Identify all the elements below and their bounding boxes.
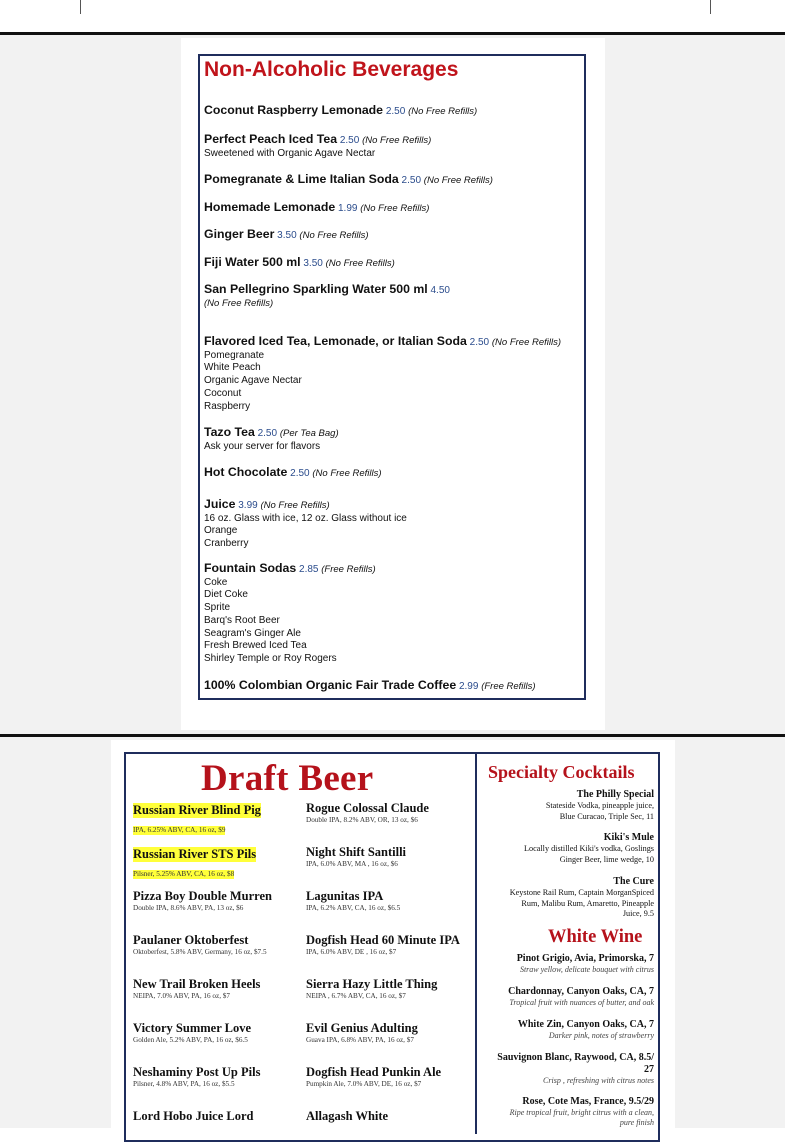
- cocktail-ingredients: Blue Curacao, Triple Sec, 11: [559, 811, 654, 821]
- beer-item: [306, 889, 400, 913]
- beer-item: [133, 977, 260, 1001]
- previous-page-bottom: [0, 0, 785, 33]
- beverage-item: [204, 498, 407, 551]
- cocktail-ingredients: Stateside Vodka, pineapple juice,: [545, 801, 654, 810]
- beer-item: [306, 933, 460, 957]
- wine-item: [518, 1019, 654, 1041]
- wine-price-continued: 27: [644, 1064, 654, 1075]
- beverage-price: 2.50: [385, 106, 406, 117]
- beer-details: Guava IPA, 6.8% ABV, PA, 16 oz, $7: [306, 1036, 414, 1044]
- beverage-refill-note: (No Free Refills): [312, 468, 382, 479]
- wine-item: [517, 953, 654, 975]
- beer-item: [133, 1109, 254, 1124]
- beverage-name: Pomegranate & Lime Italian Soda: [204, 172, 399, 186]
- beer-details: Oktoberfest, 5.8% ABV, Germany, 16 oz, $7.5: [133, 948, 267, 956]
- beer-item: [306, 845, 406, 869]
- beverage-price: 2.99: [458, 681, 479, 692]
- beer-name: Dogfish Head Punkin Ale: [306, 1065, 442, 1079]
- beverage-price: 3.50: [303, 258, 323, 269]
- beverage-refill-note: (No Free Refills): [362, 135, 432, 146]
- beer-name: New Trail Broken Heels: [133, 977, 261, 991]
- cocktail-item: [546, 789, 654, 822]
- beer-name: Pizza Boy Double Murren: [133, 889, 272, 903]
- beer-name: Dogfish Head 60 Minute IPA: [306, 933, 460, 947]
- beer-item: [133, 1021, 251, 1045]
- beer-details: NEIPA , 6.7% ABV, CA, 16 oz, $7: [306, 992, 406, 1000]
- beverage-refill-note: (Free Refills): [321, 564, 376, 575]
- wine-name: Rose, Cote Mas, France, 9.5/29: [522, 1096, 654, 1107]
- beer-details: Double IPA, 8.6% ABV, PA, 13 oz, $6: [133, 904, 244, 912]
- beverage-price: 2.50: [339, 135, 360, 146]
- beverage-refill-note: (No Free Refills): [360, 203, 430, 214]
- beverage-refill-note: (No Free Refills): [325, 258, 395, 269]
- beverage-option: Organic Agave Nectar: [204, 375, 302, 387]
- cocktail-ingredients: Rum, Malibu Rum, Amaretto, Pineapple: [521, 898, 654, 908]
- cocktail-ingredients: Ginger Beer, lime wedge, 10: [559, 854, 654, 864]
- beverage-item: [204, 256, 395, 271]
- beverage-option: Pomegranate: [204, 349, 265, 361]
- beer-name: Rogue Colossal Claude: [306, 801, 429, 815]
- wine-name: Chardonnay, Canyon Oaks, CA, 7: [508, 986, 654, 997]
- beverage-option: Ask your server for flavors: [204, 440, 321, 452]
- page-edge-tick-right: [710, 0, 711, 14]
- beverage-option: 16 oz. Glass with ice, 12 oz. Glass without ice: [204, 512, 407, 524]
- beer-details: Pumpkin Ale, 7.0% ABV, DE, 16 oz, $7: [306, 1080, 422, 1088]
- wine-name: Sauvignon Blanc, Raywood, CA, 8.5/: [497, 1052, 654, 1063]
- beer-item: [306, 1021, 418, 1045]
- beverage-option: Fresh Brewed Iced Tea: [204, 640, 307, 652]
- cocktail-ingredients: Locally distilled Kiki's vodka, Goslings: [524, 844, 654, 853]
- page-edge-tick-left: [80, 0, 81, 14]
- beverage-option: Sprite: [204, 602, 231, 614]
- beverage-option: White Peach: [204, 362, 261, 374]
- beverage-name: Perfect Peach Iced Tea: [204, 132, 338, 146]
- beer-details: IPA, 6.0% ABV, MA , 16 oz, $6: [306, 860, 398, 868]
- beverage-name: Juice: [204, 497, 236, 511]
- cocktail-item: [524, 832, 654, 865]
- beverage-option: Shirley Temple or Roy Rogers: [204, 652, 337, 664]
- beverage-name: Hot Chocolate: [204, 465, 288, 479]
- beverage-refill-note: (Free Refills): [481, 681, 536, 692]
- beverage-price: 2.50: [290, 468, 310, 479]
- beer-details: IPA, 6.25% ABV, CA, 16 oz, $9: [133, 826, 226, 834]
- beer-item: [133, 1065, 260, 1089]
- beverage-item: [204, 335, 561, 413]
- beverage-name: Tazo Tea: [204, 425, 255, 439]
- beverage-refill-note: (No Free Refills): [260, 500, 330, 511]
- beverage-refill-note: (No Free Refills): [423, 175, 493, 186]
- beer-name: Russian River Blind Pig: [133, 803, 261, 817]
- beverage-option: Diet Coke: [204, 589, 248, 601]
- beer-name: Evil Genius Adulting: [306, 1021, 418, 1035]
- beer-name: Night Shift Santilli: [306, 845, 407, 859]
- wine-tasting-note: Tropical fruit with nuances of butter, and oak: [509, 998, 654, 1007]
- beverage-refill-note: (No Free Refills): [204, 297, 274, 309]
- beer-item: [306, 1065, 441, 1089]
- beer-name: Paulaner Oktoberfest: [133, 933, 249, 947]
- wine-tasting-note: pure finish: [619, 1118, 654, 1127]
- wine-name: White Zin, Canyon Oaks, CA, 7: [517, 1019, 654, 1030]
- beverage-name: Ginger Beer: [204, 227, 275, 241]
- beer-item: [133, 801, 261, 837]
- beverage-price: 2.85: [299, 564, 319, 575]
- beverage-option: Raspberry: [204, 400, 251, 412]
- beer-name: Lord Hobo Juice Lord: [133, 1109, 254, 1123]
- beverage-refill-note: (No Free Refills): [299, 230, 369, 241]
- wine-tasting-note: Ripe tropical fruit, bright citrus with a clean,: [509, 1108, 654, 1117]
- beverage-refill-note: (No Free Refills): [491, 337, 562, 348]
- cocktail-ingredients: Keystone Rail Rum, Captain MorganSpiced: [509, 888, 654, 897]
- beer-details: Golden Ale, 5.2% ABV, PA, 16 oz, $6.5: [133, 1036, 248, 1044]
- beer-details: NEIPA, 7.0% ABV, PA, 16 oz, $7: [133, 992, 230, 1000]
- beverage-refill-note: (No Free Refills): [408, 106, 478, 117]
- beer-name: Victory Summer Love: [133, 1021, 252, 1035]
- beverage-price: 3.99: [238, 500, 258, 511]
- beer-item: [306, 977, 437, 1001]
- beverage-item: [204, 679, 536, 694]
- beer-column-divider: [475, 754, 477, 1134]
- beer-name: Russian River STS Pils: [133, 847, 257, 861]
- beer-name: Allagash White: [306, 1109, 389, 1123]
- beverage-price: 4.50: [430, 285, 450, 296]
- beverage-price: 3.50: [277, 230, 297, 241]
- cocktail-name: The Cure: [613, 876, 654, 887]
- wine-item: [497, 1052, 654, 1086]
- beer-name: Lagunitas IPA: [306, 889, 384, 903]
- beverage-option: Cranberry: [204, 538, 249, 550]
- beverage-price: 2.50: [257, 428, 278, 439]
- beer-details: Pilsner, 5.25% ABV, CA, 16 oz, $8: [133, 870, 235, 878]
- wine-tasting-note: Crisp , refreshing with citrus notes: [543, 1076, 654, 1085]
- cocktail-name: Kiki's Mule: [603, 832, 654, 843]
- beer-item: [133, 845, 256, 881]
- beer-item: [306, 801, 429, 825]
- beer-details: Double IPA, 8.2% ABV, OR, 13 oz, $6: [306, 816, 418, 824]
- beverage-name: Fiji Water 500 ml: [204, 255, 301, 269]
- wine-item: [510, 1096, 654, 1128]
- non-alcoholic-title: Non-Alcoholic Beverages: [204, 58, 459, 81]
- beverage-option: Coke: [204, 576, 228, 588]
- beer-item: [306, 1109, 388, 1124]
- wine-item: [508, 986, 654, 1008]
- beverage-option: Sweetened with Organic Agave Nectar: [204, 147, 376, 159]
- beverage-name: Flavored Iced Tea, Lemonade, or Italian Soda: [204, 334, 467, 348]
- specialty-cocktails-title: Specialty Cocktails: [488, 762, 635, 782]
- beverage-name: San Pellegrino Sparkling Water 500 ml: [204, 282, 428, 296]
- beer-details: IPA, 6.2% ABV, CA, 16 oz, $6.5: [306, 904, 401, 912]
- beverage-item: [204, 104, 477, 119]
- beverage-option: Seagram's Ginger Ale: [204, 627, 301, 639]
- wine-name: Pinot Grigio, Avia, Primorska, 7: [516, 953, 654, 964]
- beer-details: IPA, 6.0% ABV, DE , 16 oz, $7: [306, 948, 397, 956]
- beer-item: [133, 889, 272, 913]
- beverage-item: [204, 562, 376, 666]
- beverage-name: 100% Colombian Organic Fair Trade Coffee: [204, 678, 457, 692]
- beverage-name: Homemade Lemonade: [204, 200, 336, 214]
- beverage-item: [204, 283, 450, 310]
- beverage-item: [204, 173, 493, 188]
- beverage-option: Coconut: [204, 387, 242, 399]
- beverage-item: [204, 466, 382, 481]
- beverage-option: Orange: [204, 525, 238, 537]
- draft-beer-title: Draft Beer: [201, 758, 374, 799]
- beverage-price: 1.99: [337, 203, 358, 214]
- beer-item: [133, 933, 267, 957]
- wine-tasting-note: Straw yellow, delicate bouquet with citrus: [519, 965, 654, 974]
- cocktail-name: The Philly Special: [576, 789, 654, 800]
- beer-name: Sierra Hazy Little Thing: [306, 977, 438, 991]
- beverage-item: [204, 228, 369, 243]
- beverage-item: [204, 426, 339, 453]
- beverage-option: Barq's Root Beer: [204, 614, 280, 626]
- white-wine-title: White Wine: [548, 927, 643, 947]
- beverage-item: [204, 133, 431, 160]
- beverage-item: [204, 201, 429, 216]
- beverage-price: 2.50: [401, 175, 422, 186]
- cocktail-item: [510, 876, 654, 920]
- beer-name: Neshaminy Post Up Pils: [133, 1065, 261, 1079]
- beverage-refill-note: (Per Tea Bag): [279, 428, 339, 439]
- wine-tasting-note: Darker pink, notes of strawberry: [548, 1031, 654, 1040]
- cocktail-ingredients: Juice, 9.5: [622, 909, 654, 918]
- beer-details: Pilsner, 4.8% ABV, PA, 16 oz, $5.5: [133, 1080, 235, 1088]
- beverage-name: Coconut Raspberry Lemonade: [204, 103, 384, 117]
- beverage-price: 2.50: [469, 337, 490, 348]
- beverage-name: Fountain Sodas: [204, 561, 297, 575]
